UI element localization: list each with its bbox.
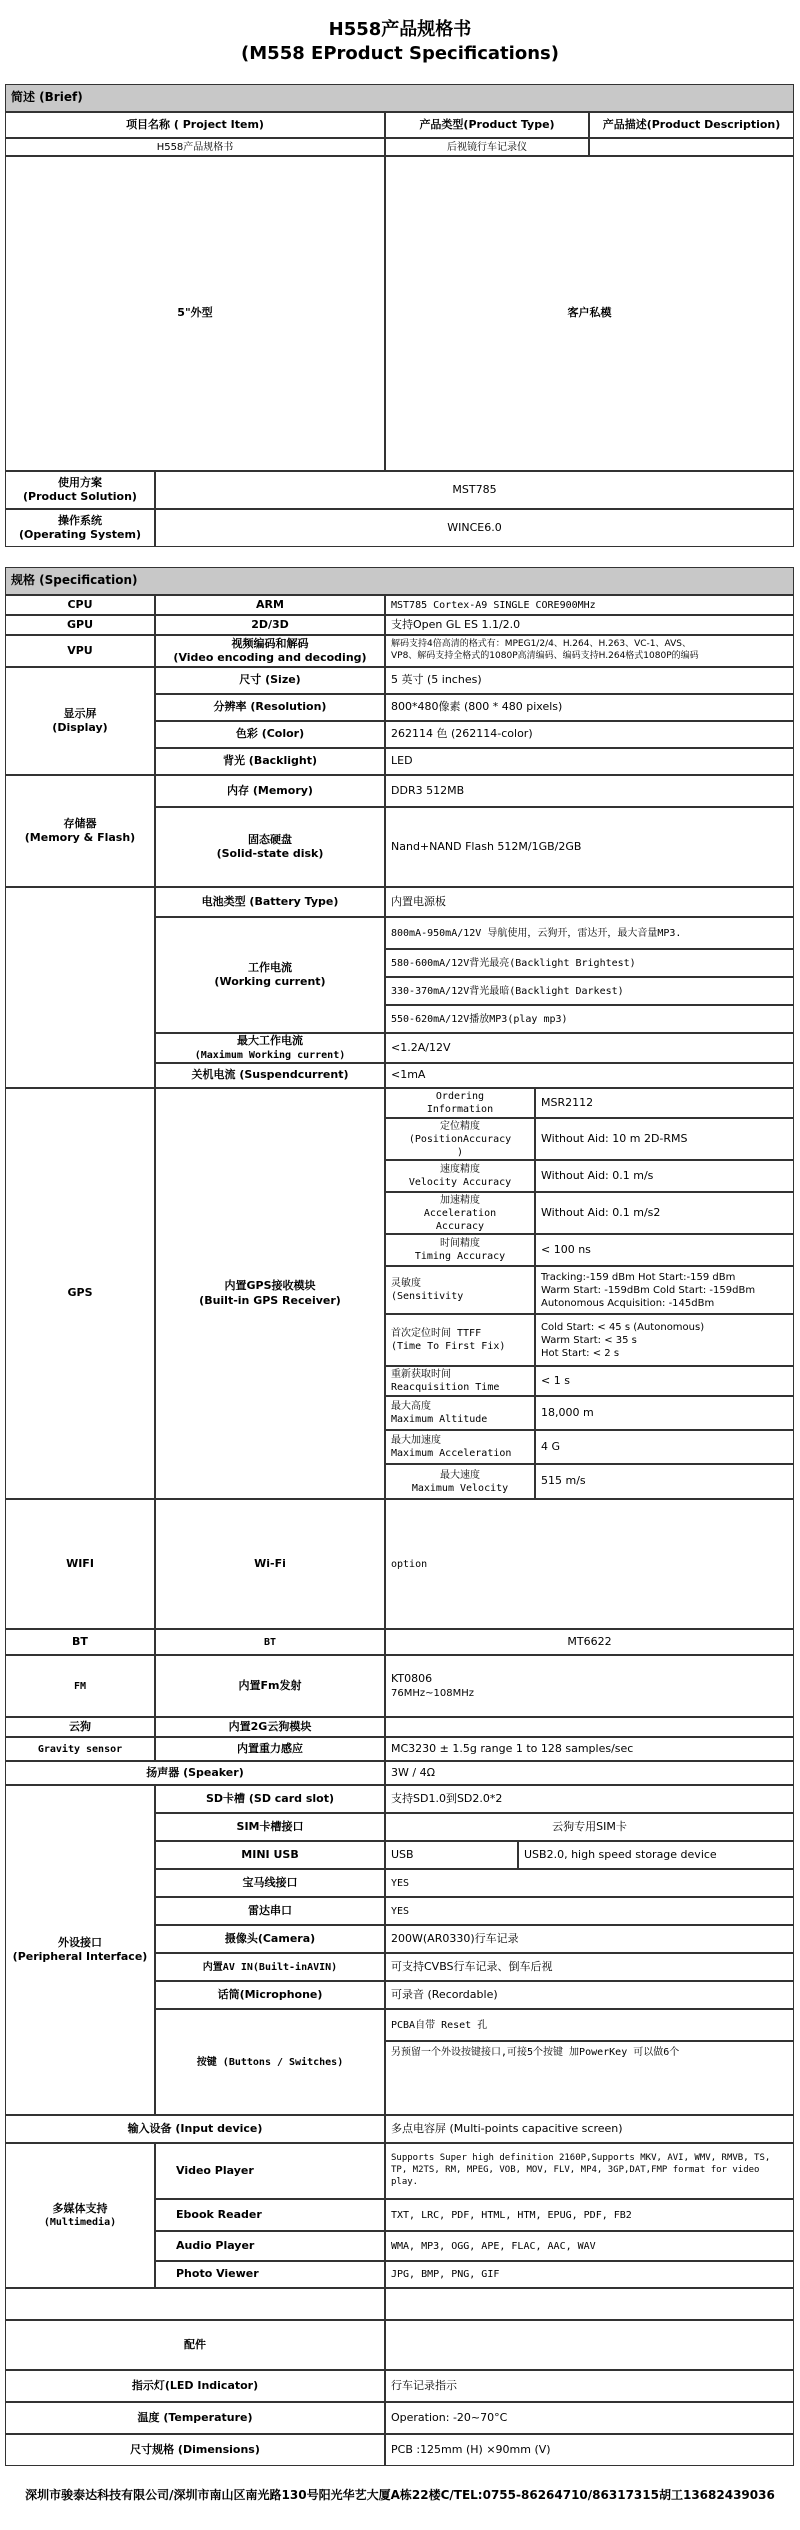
bmw-line-value: YES <box>385 1869 794 1897</box>
gps-row-position-label <box>385 1118 535 1160</box>
gps-altitude-k2: Maximum Altitude <box>391 1414 488 1425</box>
gps-row-timing-value: < 100 ns <box>535 1234 794 1266</box>
gps-timing-k1: 时间精度 <box>440 1238 480 1249</box>
brief-product-type-value: 后视镜行车记录仪 <box>385 138 589 156</box>
gps-acceleration-k1: 加速精度 <box>440 1194 480 1206</box>
buttons-label: 按键 (Buttons / Switches) <box>155 2009 385 2115</box>
storage-label <box>5 775 155 887</box>
brief-solution-label <box>5 471 155 509</box>
microphone-value: 可录音 (Recordable) <box>385 1981 794 2009</box>
gps-ttff-k1: 首次定位时间 TTFF <box>391 1328 482 1339</box>
audio-player-value: WMA, MP3, OGG, APE, FLAC, AAC, WAV <box>385 2231 794 2261</box>
spacer-row-right <box>385 2288 794 2320</box>
camera-label: 摄像头(Camera) <box>155 1925 385 1953</box>
photo-viewer-label: Photo Viewer <box>155 2261 385 2288</box>
os-label-en: (Operating System) <box>19 528 141 541</box>
gravity-sub: 内置重力感应 <box>155 1737 385 1761</box>
gps-reacq-k2: Reacquisition Time <box>391 1382 500 1393</box>
display-backlight-label: 背光 (Backlight) <box>155 748 385 775</box>
ssd-label <box>155 807 385 887</box>
temperature-value: Operation: -20~70°C <box>385 2402 794 2434</box>
display-color-label: 色彩 (Color) <box>155 721 385 748</box>
gps-max-velocity-k1: 最大速度 <box>440 1469 480 1481</box>
vpu-value-line2: VP8、解码支持全格式的1080P高清编码、编码支持H.264格式1080P的编码 <box>391 651 699 661</box>
multimedia-label-cn: 多媒体支持 <box>52 2201 108 2215</box>
radar-serial-value: YES <box>385 1897 794 1925</box>
fm-label: FM <box>5 1655 155 1717</box>
gps-max-accel-k2: Maximum Acceleration <box>391 1448 512 1459</box>
wifi-value: option <box>385 1499 794 1629</box>
gravity-label: Gravity sensor <box>5 1737 155 1761</box>
gps-row-sensitivity-label <box>385 1266 535 1314</box>
display-label-en: (Display) <box>52 721 108 734</box>
gps-acceleration-k2: Acceleration <box>423 1207 497 1219</box>
buttons-value-2: 另预留一个外设按键接口,可接5个按键 加PowerKey 可以做6个 <box>385 2041 794 2115</box>
gps-sub-en: (Built-in GPS Receiver) <box>199 1293 341 1307</box>
page-subtitle: (M558 EProduct Specifications) <box>241 43 559 64</box>
spacer-row-left <box>5 2288 385 2320</box>
working-current-value-2: 580-600mA/12V背光最亮(Backlight Brightest) <box>385 949 794 977</box>
display-resolution-value: 800*480像素 (800 * 480 pixels) <box>385 694 794 721</box>
storage-label-en: (Memory & Flash) <box>24 831 136 844</box>
gps-row-max-velocity-label <box>385 1464 535 1499</box>
gps-position-k2: (PositionAccuracy <box>408 1133 512 1145</box>
wifi-label: WIFI <box>5 1499 155 1629</box>
gps-row-max-velocity-value: 515 m/s <box>535 1464 794 1499</box>
gps-ttff-v2: Warm Start: < 35 s <box>541 1334 637 1346</box>
gps-position-k1: 定位精度 <box>440 1120 480 1132</box>
company-footer: 深圳市骏泰达科技有限公司/深圳市南山区南光路130号阳光华艺大厦A栋22楼C/TEL:0755-86264710/86317315胡工13682439036 <box>25 2488 775 2502</box>
working-current-value-4: 550-620mA/12V播放MP3(play mp3) <box>385 1005 794 1033</box>
working-current-label-en: (Working current) <box>214 975 326 988</box>
max-current-label <box>155 1033 385 1063</box>
gps-row-acceleration-label <box>385 1192 535 1234</box>
camera-value: 200W(AR0330)行车记录 <box>385 1925 794 1953</box>
bt-label: BT <box>5 1629 155 1655</box>
gps-row-max-accel-value: 4 G <box>535 1430 794 1464</box>
solution-label-en: (Product Solution) <box>23 490 137 503</box>
gps-sensitivity-v3: Autonomous Acquisition: -145dBm <box>541 1297 715 1309</box>
gps-row-altitude-value: 18,000 m <box>535 1396 794 1430</box>
cloud-dog-sub: 内置2G云狗模块 <box>155 1717 385 1737</box>
suspend-current-value: <1mA <box>385 1063 794 1088</box>
photo-viewer-value: JPG, BMP, PNG, GIF <box>385 2261 794 2288</box>
ebook-reader-label: Ebook Reader <box>155 2199 385 2231</box>
gps-timing-k2: Timing Accuracy <box>414 1251 506 1262</box>
max-current-value: <1.2A/12V <box>385 1033 794 1063</box>
ssd-label-cn: 固态硬盘 <box>248 832 292 846</box>
brief-col-project-item: 项目名称 ( Project Item) <box>5 112 385 138</box>
display-color-value: 262114 色 (262114-color) <box>385 721 794 748</box>
display-size-label: 尺寸 (Size) <box>155 667 385 694</box>
gps-row-position-value: Without Aid: 10 m 2D-RMS <box>535 1118 794 1160</box>
mini-usb-value-1: USB <box>385 1841 518 1869</box>
video-player-label: Video Player <box>155 2143 385 2199</box>
ssd-value: Nand+NAND Flash 512M/1GB/2GB <box>385 807 794 887</box>
mini-usb-value-2: USB2.0, high speed storage device <box>518 1841 794 1869</box>
av-in-value: 可支持CVBS行车记录、倒车后视 <box>385 1953 794 1981</box>
brief-os-value: WINCE6.0 <box>155 509 794 547</box>
vpu-sub-en: (Video encoding and decoding) <box>173 651 367 664</box>
page-title: H558产品规格书 <box>328 19 472 40</box>
av-in-label: 内置AV IN(Built-inAVIN) <box>155 1953 385 1981</box>
multimedia-label-en: (Multimedia) <box>43 2217 117 2229</box>
gps-sensitivity-v2: Warm Start: -159dBm Cold Start: -159dBm <box>541 1284 756 1296</box>
working-current-label <box>155 917 385 1033</box>
brief-section-header: 简述 (Brief) <box>5 84 794 112</box>
ebook-reader-value: TXT, LRC, PDF, HTML, HTM, EPUG, PDF, FB2 <box>385 2199 794 2231</box>
mini-usb-label: MINI USB <box>155 1841 385 1869</box>
gps-row-velocity-label <box>385 1160 535 1192</box>
cpu-value: MST785 Cortex-A9 SINGLE CORE900MHz <box>385 595 794 615</box>
max-current-label-en: (Maximum Working current) <box>194 1049 346 1061</box>
gps-row-ttff-label <box>385 1314 535 1366</box>
power-blank-label <box>5 887 155 1088</box>
gps-row-ttff-value <box>535 1314 794 1366</box>
working-current-label-cn: 工作电流 <box>248 960 292 974</box>
sd-slot-label: SD卡槽 (SD card slot) <box>155 1785 385 1813</box>
gps-position-k3: ) <box>456 1146 464 1158</box>
gps-velocity-k2: Velocity Accuracy <box>408 1177 512 1188</box>
gravity-value: MC3230 ± 1.5g range 1 to 128 samples/sec <box>385 1737 794 1761</box>
peripheral-label-en: (Peripheral Interface) <box>12 1950 148 1963</box>
brief-col-product-description: 产品描述(Product Description) <box>589 112 794 138</box>
gps-altitude-k1: 最大高度 <box>391 1401 431 1412</box>
solution-label-cn: 使用方案 <box>58 475 102 489</box>
spec-section-header: 规格 (Specification) <box>5 567 794 595</box>
fm-sub: 内置Fm发射 <box>155 1655 385 1717</box>
gps-row-reacq-label <box>385 1366 535 1396</box>
storage-label-cn: 存储器 <box>63 816 97 830</box>
accessories-label: 配件 <box>5 2320 385 2370</box>
bt-value: MT6622 <box>385 1629 794 1655</box>
radar-serial-label: 雷达串口 <box>155 1897 385 1925</box>
vpu-label: VPU <box>5 635 155 667</box>
gps-sub <box>155 1088 385 1499</box>
fm-value <box>385 1655 794 1717</box>
cloud-dog-label: 云狗 <box>5 1717 155 1737</box>
buttons-value-1: PCBA自带 Reset 孔 <box>385 2009 794 2041</box>
max-current-label-cn: 最大工作电流 <box>237 1034 303 1048</box>
display-backlight-value: LED <box>385 748 794 775</box>
brief-os-label <box>5 509 155 547</box>
brief-shape-cell: 5"外型 <box>5 156 385 471</box>
led-indicator-label: 指示灯(LED Indicator) <box>5 2370 385 2402</box>
gps-sensitivity-v1: Tracking:-159 dBm Hot Start:-159 dBm <box>541 1271 736 1283</box>
input-device-label: 输入设备 (Input device) <box>5 2115 385 2143</box>
dimensions-label: 尺寸规格 (Dimensions) <box>5 2434 385 2466</box>
brief-product-description-value <box>589 138 794 156</box>
multimedia-label <box>5 2143 155 2288</box>
gps-row-altitude-label <box>385 1396 535 1430</box>
brief-private-mold-cell: 客户私模 <box>385 156 794 471</box>
gps-row-sensitivity-value <box>535 1266 794 1314</box>
speaker-value: 3W / 4Ω <box>385 1761 794 1785</box>
brief-solution-value: MST785 <box>155 471 794 509</box>
brief-project-item-value: H558产品规格书 <box>5 138 385 156</box>
vpu-value-line1: 解码支持4倍高清的格式有：MPEG1/2/4、H.264、H.263、VC-1、AVS、 <box>391 639 691 650</box>
suspend-current-label: 关机电流 (Suspendcurrent) <box>155 1063 385 1088</box>
temperature-label: 温度 (Temperature) <box>5 2402 385 2434</box>
peripheral-label <box>5 1785 155 2115</box>
vpu-value <box>385 635 794 667</box>
gps-max-accel-k1: 最大加速度 <box>391 1435 441 1446</box>
gps-ttff-v3: Hot Start: < 2 s <box>541 1347 620 1359</box>
gps-ordering-k2: Information <box>426 1104 494 1115</box>
display-label-cn: 显示屏 <box>63 706 97 720</box>
gps-max-velocity-k2: Maximum Velocity <box>411 1482 509 1494</box>
gps-row-velocity-value: Without Aid: 0.1 m/s <box>535 1160 794 1192</box>
input-device-value: 多点电容屏 (Multi-points capacitive screen) <box>385 2115 794 2143</box>
accessories-value <box>385 2320 794 2370</box>
bmw-line-label: 宝马线接口 <box>155 1869 385 1897</box>
bt-sub: BT <box>155 1629 385 1655</box>
gps-velocity-k1: 速度精度 <box>440 1164 480 1175</box>
battery-label: 电池类型 (Battery Type) <box>155 887 385 917</box>
dimensions-value: PCB :125mm (H) ×90mm (V) <box>385 2434 794 2466</box>
memory-label: 内存 (Memory) <box>155 775 385 807</box>
fm-value-range: 76MHz~108MHz <box>391 1687 474 1699</box>
vpu-sub-cn: 视频编码和解码 <box>231 636 309 650</box>
gps-row-reacq-value: < 1 s <box>535 1366 794 1396</box>
gpu-sub: 2D/3D <box>155 615 385 635</box>
display-resolution-label: 分辨率 (Resolution) <box>155 694 385 721</box>
gps-row-timing-label <box>385 1234 535 1266</box>
battery-value: 内置电源板 <box>385 887 794 917</box>
gps-ttff-k2: (Time To First Fix) <box>391 1341 506 1352</box>
gpu-label: GPU <box>5 615 155 635</box>
speaker-label: 扬声器 (Speaker) <box>5 1761 385 1785</box>
gps-sensitivity-k1: 灵敏度 <box>391 1278 421 1289</box>
led-indicator-value: 行车记录指示 <box>385 2370 794 2402</box>
microphone-label: 话筒(Microphone) <box>155 1981 385 2009</box>
video-player-value: Supports Super high definition 2160P,Supports MKV, AVI, WMV, RMVB, TS, TP, M2TS, RM, MPEG, VOB, MOV, FLV, MP4, 3GP,DAT,FMP format for video play. <box>385 2143 794 2199</box>
cpu-sub: ARM <box>155 595 385 615</box>
os-label-cn: 操作系统 <box>58 513 102 527</box>
gps-acceleration-k3: Accuracy <box>435 1220 485 1232</box>
gps-row-max-accel-label <box>385 1430 535 1464</box>
ssd-label-en: (Solid-state disk) <box>216 847 324 860</box>
sd-slot-value: 支持SD1.0到SD2.0*2 <box>385 1785 794 1813</box>
sim-slot-label: SIM卡槽接口 <box>155 1813 385 1841</box>
gps-ordering-k1: Ordering <box>435 1091 485 1102</box>
fm-value-chip: KT0806 <box>391 1672 433 1686</box>
brief-col-product-type: 产品类型(Product Type) <box>385 112 589 138</box>
gpu-value: 支持Open GL ES 1.1/2.0 <box>385 615 794 635</box>
gps-ttff-v1: Cold Start: < 45 s (Autonomous) <box>541 1321 705 1333</box>
gps-row-ordering-label <box>385 1088 535 1118</box>
memory-value: DDR3 512MB <box>385 775 794 807</box>
display-size-value: 5 英寸 (5 inches) <box>385 667 794 694</box>
gps-sensitivity-k2: (Sensitivity <box>391 1291 464 1302</box>
working-current-value-3: 330-370mA/12V背光最暗(Backlight Darkest) <box>385 977 794 1005</box>
display-label <box>5 667 155 775</box>
gps-sub-cn: 内置GPS接收模块 <box>224 1279 316 1293</box>
cloud-dog-value <box>385 1717 794 1737</box>
audio-player-label: Audio Player <box>155 2231 385 2261</box>
gps-label: GPS <box>5 1088 155 1499</box>
sim-slot-value: 云狗专用SIM卡 <box>385 1813 794 1841</box>
gps-row-acceleration-value: Without Aid: 0.1 m/s2 <box>535 1192 794 1234</box>
wifi-sub: Wi-Fi <box>155 1499 385 1629</box>
vpu-sub <box>155 635 385 667</box>
working-current-value-1: 800mA-950mA/12V 导航使用，云狗开，雷达开，最大音量MP3. <box>385 917 794 949</box>
gps-row-ordering-value: MSR2112 <box>535 1088 794 1118</box>
gps-reacq-k1: 重新获取时间 <box>391 1369 451 1380</box>
cpu-label: CPU <box>5 595 155 615</box>
peripheral-label-cn: 外设接口 <box>58 1935 102 1949</box>
